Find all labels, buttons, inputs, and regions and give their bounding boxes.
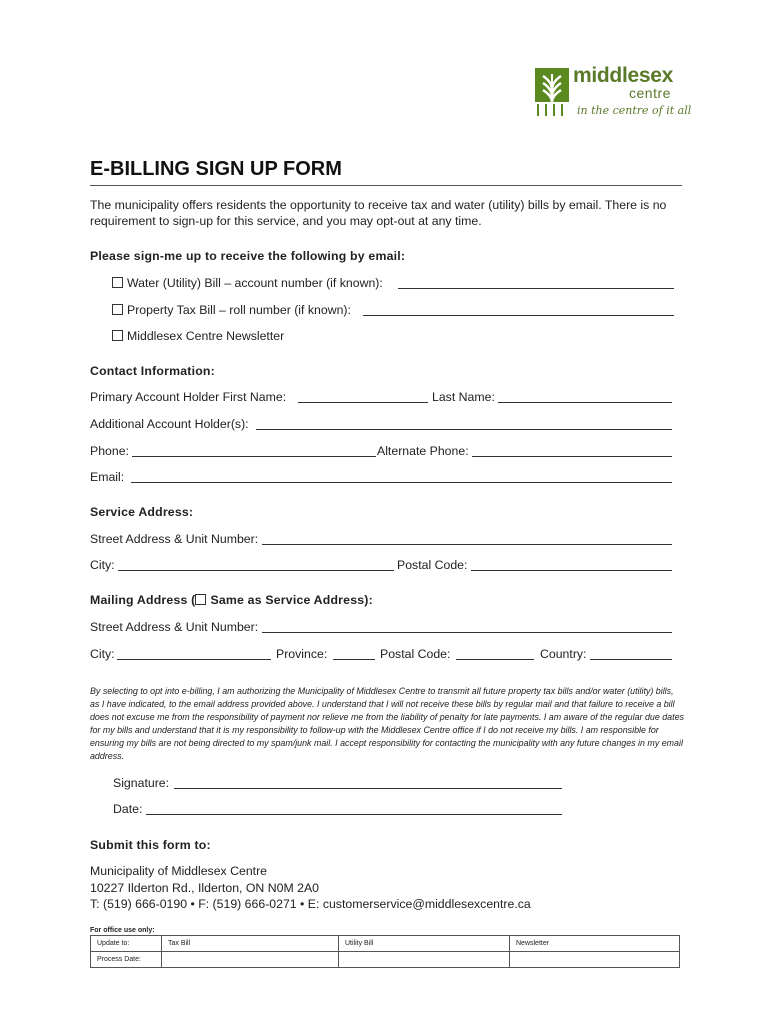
mailing-city-field[interactable]	[117, 659, 271, 660]
service-postal-field[interactable]	[471, 570, 672, 571]
water-bill-option[interactable]	[112, 276, 383, 290]
service-street-field[interactable]	[262, 544, 672, 545]
checkbox-icon[interactable]	[112, 330, 123, 341]
signature-label: Signature:	[113, 776, 170, 790]
service-city-field[interactable]	[118, 570, 394, 571]
tax-bill-date-cell	[162, 952, 339, 968]
mailing-postal-field[interactable]	[456, 659, 534, 660]
last-name-field[interactable]	[498, 402, 672, 403]
date-label: Date:	[113, 802, 143, 816]
signup-heading: Please sign-me up to receive the following by email:	[90, 249, 406, 263]
wheat-logo-icon	[533, 66, 571, 116]
additional-holder-label: Additional Account Holder(s):	[90, 417, 249, 431]
submit-organization: Municipality of Middlesex Centre	[90, 864, 268, 878]
service-address-heading: Service Address:	[90, 505, 194, 519]
email-field[interactable]	[131, 482, 672, 483]
property-tax-option[interactable]	[112, 303, 351, 317]
date-field[interactable]	[146, 814, 562, 815]
water-account-field[interactable]	[398, 288, 674, 289]
form-title: E-BILLING SIGN UP FORM	[90, 158, 342, 180]
newsletter-cell: Newsletter	[510, 936, 680, 952]
same-as-service-checkbox[interactable]	[195, 594, 206, 605]
title-divider	[90, 185, 682, 186]
newsletter-option[interactable]	[112, 329, 284, 343]
mailing-street-field[interactable]	[262, 632, 672, 633]
alt-phone-field[interactable]	[472, 456, 672, 457]
table-row	[91, 936, 680, 952]
submit-contact-info: T: (519) 666-0190 • F: (519) 666-0271 • E: customerservice@middlesexcentre.ca	[90, 897, 531, 911]
email-label: Email:	[90, 470, 125, 484]
last-name-label: Last Name:	[432, 390, 495, 404]
office-use-label: For office use only:	[90, 927, 155, 934]
phone-field[interactable]	[132, 456, 376, 457]
mailing-city-label: City:	[90, 647, 115, 661]
property-tax-label: Property Tax Bill – roll number (if known):	[127, 303, 351, 317]
municipality-logo	[533, 64, 692, 124]
logo-tagline: in the centre of it all	[577, 104, 692, 117]
signature-field[interactable]	[174, 788, 562, 789]
service-city-label: City:	[90, 558, 115, 572]
logo-wordmark-2: centre	[629, 85, 671, 101]
utility-bill-cell: Utility Bill	[339, 936, 510, 952]
authorization-disclaimer: By selecting to opt into e-billing, I am authorizing the Municipality of Middlesex Centre to transmit all future property tax bills and/or water (utility) bills, as I have indicated, to the email address provided above. I understand that I will not receive these bills by regular mail and that failure to receive a bill does not excuse me from the responsibility of payment nor relieve me from the liability of penalty for late payments. I am aware of the regular due dates for my bills and understand that it is my responsibility to follow-up with the Middlesex Centre office if I do not receive my bills. I am responsible for ensuring my bills are not being directed to my spam/junk mail. I accept responsibility for contacting the municipality with any future changes in my email address.	[90, 686, 684, 762]
first-name-field[interactable]	[298, 402, 428, 403]
newsletter-date-cell	[510, 952, 680, 968]
submit-address: 10227 Ilderton Rd., Ilderton, ON N0M 2A0	[90, 881, 319, 895]
mailing-street-label: Street Address & Unit Number:	[90, 620, 259, 634]
mailing-country-field[interactable]	[590, 659, 672, 660]
service-postal-label: Postal Code:	[397, 558, 468, 572]
service-street-label: Street Address & Unit Number:	[90, 532, 259, 546]
mailing-province-label: Province:	[276, 647, 328, 661]
tax-bill-cell: Tax Bill	[162, 936, 339, 952]
mailing-heading-post: Same as Service Address):	[210, 593, 373, 607]
table-row	[91, 952, 680, 968]
phone-label: Phone:	[90, 444, 129, 458]
mailing-country-label: Country:	[540, 647, 587, 661]
first-name-label: Primary Account Holder First Name:	[90, 390, 287, 404]
process-date-cell: Process Date:	[91, 952, 162, 968]
newsletter-label: Middlesex Centre Newsletter	[127, 329, 285, 343]
intro-paragraph: The municipality offers residents the opportunity to receive tax and water (utility) bills by email. There is no requirement to sign-up for this service, and you may opt-out at any time.	[90, 198, 667, 228]
checkbox-icon[interactable]	[112, 304, 123, 315]
contact-heading: Contact Information:	[90, 364, 215, 378]
additional-holder-field[interactable]	[256, 429, 672, 430]
alt-phone-label: Alternate Phone:	[377, 444, 469, 458]
mailing-address-heading	[90, 593, 373, 607]
roll-number-field[interactable]	[363, 315, 674, 316]
mailing-heading-pre: Mailing Address (	[90, 593, 196, 607]
office-use-table	[90, 935, 680, 968]
mailing-province-field[interactable]	[333, 659, 375, 660]
utility-bill-date-cell	[339, 952, 510, 968]
mailing-postal-label: Postal Code:	[380, 647, 451, 661]
checkbox-icon[interactable]	[112, 277, 123, 288]
logo-wordmark: middlesex	[573, 64, 674, 87]
submit-heading: Submit this form to:	[90, 838, 211, 852]
update-to-cell: Update to:	[91, 936, 162, 952]
water-bill-label: Water (Utility) Bill – account number (if known):	[127, 276, 383, 290]
